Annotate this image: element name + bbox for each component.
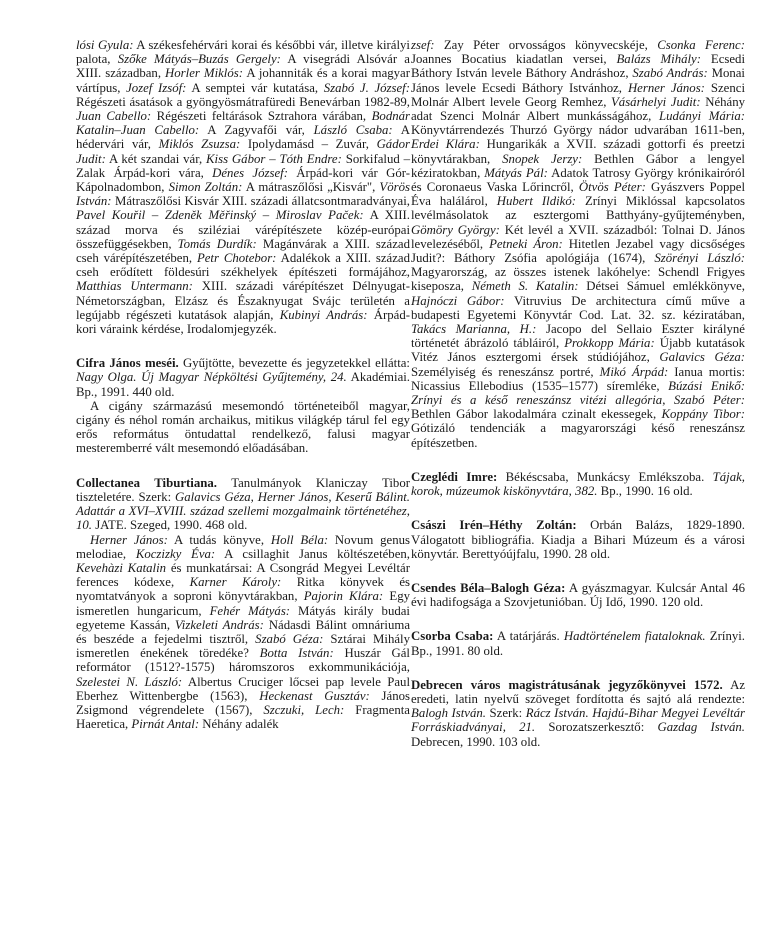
cifra-entry: Cifra János meséi. Gyűjtötte, bevezette és jegyzetekkel ellátta: Nagy Olga. Új Magyar Népköltési Gyűjtemény, 24. Akadémiai. Bp., 1991. 440 old. [76,356,410,399]
collectanea-contents: Herner János: A tudás könyve, Holl Béla: Novum genus melodiae, Koczizky Éva: A csillaghit Janus költészetében, Kevehàzi Katalin és munkatársai: A Csongrád Megyei Levéltár ferences kódexe, Karner Károly: Ritka könyvek és nyomtatványok a soproni könyvtárakban, Pajorin Klára: Egy ismeretlen hungaricum, Fehér Mátyás: Mátyás király budai egyeteme Kassán, Vizkeleti András: Nádasdi Bálint omnáriuma és beszéde a fejedelmi tisztről, Szabó Géza: Sztárai Mihály ismeretlen énekének töredéke? Botta István: Huszár Gál reformátor (1512?-1575) háromszoros exkommunikációja, Szelestei N. László: Albertus Cruciger lőcsei pap levele Paul Eberhez Wittenbergbe (1563), Heckenast Gusztáv: János Zsigmond végrendelete (1567), Szczuki, Lech: Fragmenta Haeretica, Pirnát Antal: Néhány adalék [76,532,410,732]
left-column [76,38,410,731]
right-column [411,38,745,749]
debrecen-entry: Debrecen város magistrátusának jegyzőkönyvei 1572. Az eredeti, latin nyelvű szöveget fordította és sajtó alá rendezte: Balogh István. Szerk: Rácz István. Hajdú-Bihar Megyei Levéltár Forráskiadványai, 21. Sorozatszerkesztő: Gazdag István. Debrecen, 1990. 103 old. [411,677,746,749]
collectanea-entry: Collectanea Tiburtiana. Tanulmányok Klaniczay Tibor tiszteletére. Szerk: Galavics Géza, Herner János, Keserű Bálint. Adattár a XVI–XVIII. század szellemi mozgalmaink történetéhez, 10. JATE. Szeged, 1990. 468 old. [76,475,410,533]
csendes-entry: Csendes Béla–Balogh Géza: A gyászmagyar. Kulcsár Antal 46 évi hadifogsága a Szovjetunióban. Új Idő, 1990. 120 old. [411,580,745,610]
csaszi-entry: Császi Irén–Héthy Zoltán: Orbán Balázs, 1829-1890. Válogatott bibliográfia. Kiadja a Bihari Múzeum és a városi könyvtár. Berettyóújfalu, 1990. 28 old. [411,518,745,561]
collectanea-continued: zsef: Zay Péter orvosságos könyvecskéje, Csonka Ferenc: Joannes Bocatius kiadatlan versei, Balázs Mihály: Ecsedi Báthory István levele Báthory Andráshoz, Szabó András: Monai János levele Ecsedi Báthory Istvánhoz, Herner János: Szenci Molnár Albert levele Georg Remhez, Vásárhelyi Judit: Néhány adat Szenci Molnár Albert munkásságához, Ludányi Mária: Könyvtárrendezés Thurzó György nádor udvarában 1611-ben, Erdei Klára: Hungarikák a XVII. századi gottorfi és preetzi könyvtárakban, Snopek Jerzy: Bethlen Gábor a lengyel kéziratokban, Mátyás Pál: Adatok Tatrosy György krónikairóról és Coronaeus Vaska Lőrincről, Ötvös Péter: Gyászvers Poppel Éva halálárol, Hubert Ildikó: Zrínyi Miklóssal kapcsolatos levélmásolatok az esztergomi Batthyány-gyűjteményben, Gömöry György: Két levél a XVII. századból: Tolnai D. János levelezéséből, Petneki Áron: Hitetlen Jezabel vagy dicsőséges Judit?: Báthory Zsófia apológiája (1674), Szörényi László: Magyarország, az összes istenek lakóhelye: Schendl Frigyes kiseposza, Németh S. Katalin: Détsei Sámuel emlékkönyve, Hajnóczi Gábor: Vitruvius De architectura című műve a budapesti Egyetemi Könyvtár Cod. Lat. 32. sz. kéziratában, Takács Marianna, H.: Jacopo del Sellaio Eszter királyné történetét ábrázoló tábláiról, Prokkopp Mária: Újabb kutatások Vitéz János esztergomi érsek stúdiójához, Galavics Géza: Személyiség és reneszánsz portré, Mikó Árpád: Ianua mortis: Nicassius Ellebodius (1535–1577) síremléke, Búzási Enikő: Zrínyi és a késő reneszánsz vitézi allegória, Szabó Péter: Bethlen Gábor lakodalmára czinalt ekessegek, Koppány Tibor: Gótizáló tendenciák a magyarországi késő reneszánsz építészetben. [411,38,746,450]
contents-continued: lósi Gyula: A székesfehérvári korai és későbbi vár, illetve királyi palota, Szőke Mátyás–Buzás Gergely: A visegrádi Alsóvár a XIII. században, Horler Miklós: A johanniták és a korai magyar vártípus, Jozef Izsóf: A semptei vár kutatása, Szabó J. József: Régészeti ásatások a gyöngyösmátrafüredi Benevárban 1982-89, Juan Cabello: Régészeti feltárások Sztrahora várában, Bodnár Katalin–Juan Cabello: A Zagyvafői vár, László Csaba: A hédervári vár, Miklós Zsuzsa: Ipolydamásd – Zuvár, Gádor Judit: A két szandai vár, Kiss Gábor – Tóth Endre: Sorkifalud – Zalak Árpád-kori vára, Dénes József: Árpád-kori vár Gór-Kápolnadombon, Simon Zoltán: A mátraszőlősi „Kisvár", Vörös István: Mátraszőlősi Kisvár XIII. századi állatcsontmaradványai, Pavel Kouřil – Zdeněk Měřinský – Miroslav Paček: A XIII. század morva és sziléziai várépítészete közép-európai összefüggésekben, Tomás Durdík: Magánvárak a XIII. század cseh várépítészetében, Petr Chotebor: Adalékok a XIII. század cseh erődített földesúri székhelyek építészeti formájához, Matthias Untermann: XIII. századi várépítészet Délnyugat-Németországban, Elzász és Északnyugat Svájc területén a legújabb régészeti kutatások alapján, Kubinyi András: Árpád-kori váraink kérdése, Irodalomjegyzék. [76,38,411,337]
csorba-entry: Csorba Csaba: A tatárjárás. Hadtörténelem fiataloknak. Zrínyi. Bp., 1991. 80 old. [411,629,745,658]
czegledi-entry: Czeglédi Imre: Békéscsaba, Munkácsy Emlékszoba. Tájak, korok, múzeumok kiskönyvtára, 382. Bp., 1990. 16 old. [411,469,745,499]
cifra-description: A cigány származású mesemondó történeteiből magyar, cigány és néhol román archaikus, mitikus világkép tárul fel egy erős református öntudattal rendelkező, falusi magyar mesteremberré vált mesemondó előadásában. [76,398,410,456]
